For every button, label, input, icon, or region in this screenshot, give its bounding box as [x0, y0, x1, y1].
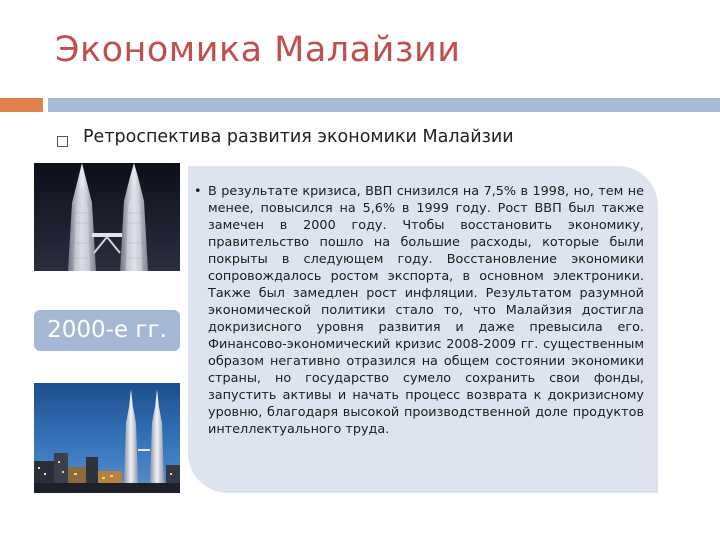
slide-title: Экономика Малайзии [55, 30, 461, 70]
accent-bar-orange [0, 98, 43, 112]
bullet-dot: • [194, 184, 202, 199]
accent-bar-blue [48, 98, 720, 112]
period-badge: 2000-е гг. [34, 310, 180, 351]
petronas-towers-night-photo [34, 163, 180, 271]
body-paragraph: В результате кризиса, ВВП снизился на 7,5% в 1998, но, тем не менее, повысился на 5,6% в 1999 году. Рост ВВП был также замечен в 2000 году. Чтобы восстановить экономику, правительство пошло на большие расходы, которые были покрыты в следующем году. Восстановление экономики сопровождалось ростом экспорта, в основном электроники. Также был замедлен рост инфляции. Результатом разумной экономической политики стало то, что Малайзия достигла докризисного уровня развития и даже превысила его. Финансово-экономический кризис 2008-2009 гг. существенным образом негативно отразился на общем состоянии экономики страны, но государство сумело сохранить свои фонды, запустить активы и начать процесс возврата к докризисному уровню, благодаря высокой производственной доле продуктов интеллектуального труда. [208, 184, 644, 437]
slide-subtitle: Ретроспектива развития экономики Малайзии [83, 127, 514, 147]
petronas-towers-skyline-photo [34, 383, 180, 493]
square-bullet-icon [57, 136, 68, 147]
